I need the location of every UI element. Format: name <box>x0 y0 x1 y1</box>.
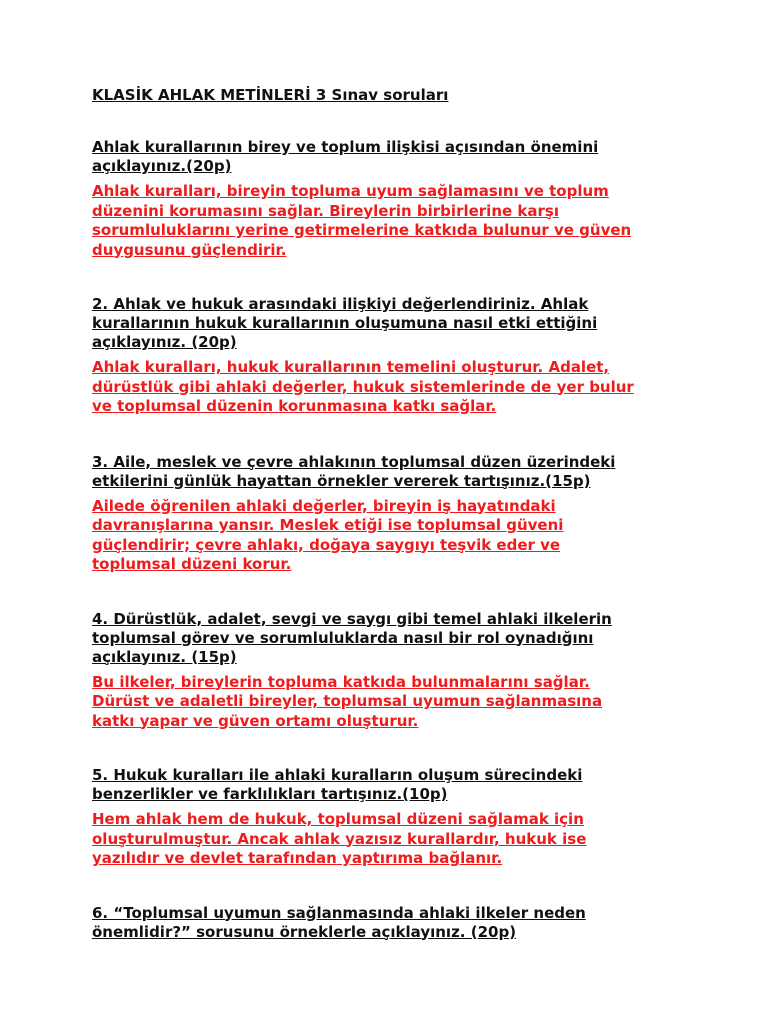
answer-5 <box>92 810 732 869</box>
question-line: benzerlikler ve farklılıkları tartışınız.(10p) <box>92 785 448 803</box>
question-line: açıklayınız. (15p) <box>92 647 237 666</box>
answer-line: sorumluluklarını yerine getirmelerine katkıda bulunur ve güven <box>92 221 632 239</box>
question-5 <box>92 766 732 804</box>
question-6 <box>92 904 732 942</box>
question-line: kurallarının hukuk kurallarının oluşumuna nasıl etki ettiğini <box>92 314 598 332</box>
answer-line: oluşturulmuştur. Ancak ahlak yazısız kurallardır, hukuk ise <box>92 829 587 848</box>
question-block-2 <box>92 295 732 417</box>
question-block-1 <box>92 138 732 260</box>
answer-line: ve toplumsal düzenin korunmasına katkı sağlar. <box>92 397 497 415</box>
question-line: 6. “Toplumsal uyumun sağlanmasında ahlaki ilkeler neden <box>92 903 586 922</box>
document-page <box>92 86 732 948</box>
question-line: 3. Aile, meslek ve çevre ahlakının toplumsal düzen üzerindeki <box>92 452 616 471</box>
question-block-4 <box>92 610 732 732</box>
question-line: açıklayınız. (20p) <box>92 333 237 351</box>
question-4 <box>92 610 732 667</box>
question-line: 2. Ahlak ve hukuk arasındaki ilişkiyi değerlendiriniz. Ahlak <box>92 295 589 313</box>
answer-line: Ahlak kuralları, hukuk kurallarının temelini oluşturur. Adalet, <box>92 358 610 376</box>
question-line: toplumsal görev ve sorumluluklarda nasıl bir rol oynadığını <box>92 628 594 647</box>
question-line: açıklayınız.(20p) <box>92 157 232 175</box>
answer-line: davranışlarına yansır. Meslek etiği ise toplumsal güveni <box>92 516 564 534</box>
question-block-3 <box>92 453 732 575</box>
answer-line: Dürüst ve adaletli bireyler, toplumsal uyumun sağlanmasına <box>92 692 603 710</box>
answer-line: Hem ahlak hem de hukuk, toplumsal düzeni sağlamak için <box>92 810 584 828</box>
answer-line: güçlendirir; çevre ahlakı, doğaya saygıyı teşvik eder ve <box>92 535 561 554</box>
question-line: 5. Hukuk kuralları ile ahlaki kuralların oluşum sürecindeki <box>92 766 583 784</box>
question-2 <box>92 295 732 352</box>
answer-line: düzenini korumasını sağlar. Bireylerin birbirlerine karşı <box>92 201 559 220</box>
document-title: KLASİK AHLAK METİNLERİ 3 Sınav soruları <box>92 86 449 104</box>
answer-line: Ahlak kuralları, bireyin topluma uyum sağlamasını ve toplum <box>92 182 609 200</box>
question-line: etkilerini günlük hayattan örnekler vererek tartışınız.(15p) <box>92 471 591 490</box>
answer-line: katkı yapar ve güven ortamı oluşturur. <box>92 711 419 730</box>
question-block-5 <box>92 766 732 869</box>
answer-line: yazılıdır ve devlet tarafından yaptırıma bağlanır. <box>92 849 503 867</box>
question-1 <box>92 138 732 176</box>
answer-line: toplumsal düzeni korur. <box>92 555 292 573</box>
answer-4 <box>92 673 732 732</box>
question-line: önemlidir?” sorusunu örneklerle açıklayınız. (20p) <box>92 922 517 941</box>
question-block-6 <box>92 904 732 942</box>
question-line: Ahlak kurallarının birey ve toplum ilişkisi açısından önemini <box>92 138 599 156</box>
answer-3 <box>92 497 732 575</box>
answer-line: dürüstlük gibi ahlaki değerler, hukuk sistemlerinde de yer bulur <box>92 377 634 396</box>
answer-1 <box>92 182 732 260</box>
answer-2 <box>92 358 732 417</box>
answer-line: duygusunu güçlendirir. <box>92 240 287 259</box>
answer-line: Bu ilkeler, bireylerin topluma katkıda bulunmalarını sağlar. <box>92 672 590 691</box>
question-line: 4. Dürüstlük, adalet, sevgi ve saygı gibi temel ahlaki ilkelerin <box>92 609 612 628</box>
question-3 <box>92 453 732 491</box>
answer-line: Ailede öğrenilen ahlaki değerler, bireyin iş hayatındaki <box>92 496 556 515</box>
